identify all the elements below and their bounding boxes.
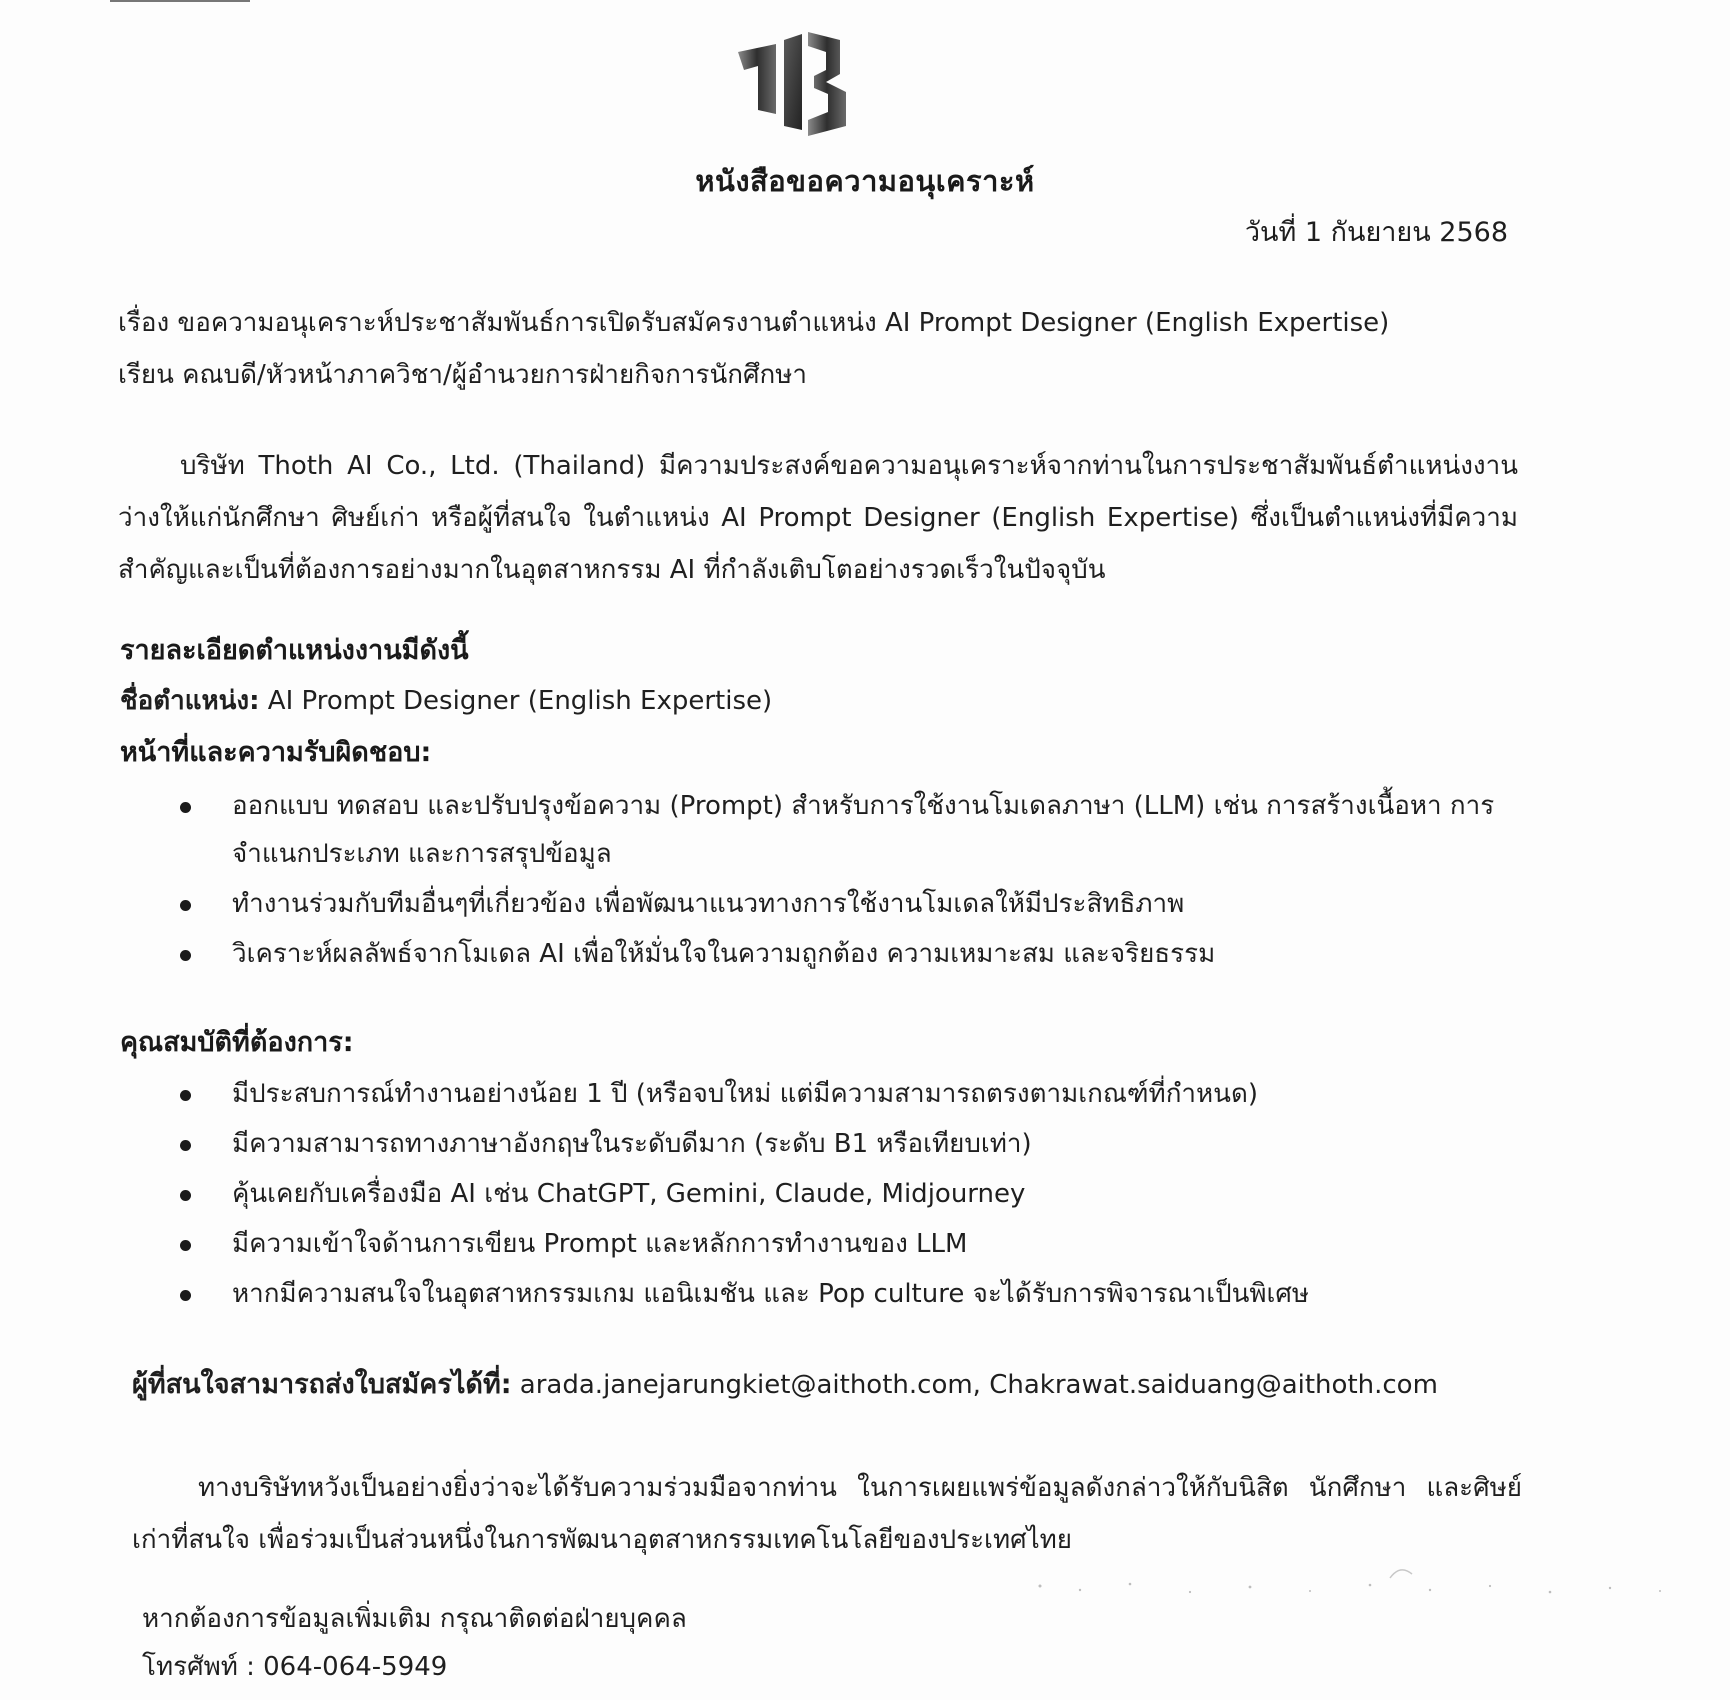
position-value: AI Prompt Designer (English Expertise) [259, 686, 773, 716]
bullet-icon [180, 1240, 191, 1251]
closing-paragraph: ทางบริษัทหวังเป็นอย่างยิ่งว่าจะได้รับความร่วมมือจากท่าน ในการเผยแพร่ข้อมูลดังกล่าวให้กับนิสิต นักศึกษา และศิษย์เก่าที่สนใจ เพื่อร่วมเป็นส่วนหนึ่งในการพัฒนาอุตสาหกรรมเทคโนโลยีของประเทศไทย [132, 1473, 1522, 1555]
apply-contact [132, 1362, 1438, 1405]
letter-title: หนังสือขอความอนุเคราะห์ [695, 164, 1035, 198]
more-info-text: หากต้องการข้อมูลเพิ่มเติม กรุณาติดต่อฝ่ายบุคคล [142, 1604, 687, 1634]
list-item [180, 1220, 1480, 1268]
duty-text: ทำงานร่วมกับทีมอื่นๆที่เกี่ยวข้อง เพื่อพัฒนาแนวทางการใช้งานโมเดลให้มีประสิทธิภาพ [232, 889, 1185, 919]
qualification-text: มีความเข้าใจด้านการเขียน Prompt และหลักการทำงานของ LLM [232, 1229, 968, 1259]
qualifications-list [180, 1070, 1480, 1320]
company-logo-icon [736, 30, 860, 138]
list-item [180, 1120, 1480, 1168]
position-label: ชื่อตำแหน่ง: [120, 686, 260, 716]
duties-list [180, 782, 1540, 980]
list-item [180, 880, 1540, 928]
duties-heading: หน้าที่และความรับผิดชอบ: [120, 737, 432, 768]
bullet-icon [180, 1190, 191, 1201]
qualification-text: หากมีความสนใจในอุตสาหกรรมเกม แอนิเมชัน และ Pop culture จะได้รับการพิจารณาเป็นพิเศษ [232, 1279, 1310, 1309]
letter-recipient: เรียน คณบดี/หัวหน้าภาควิชา/ผู้อำนวยการฝ่ายกิจการนักศึกษา [118, 360, 807, 390]
apply-emails: arada.janejarungkiet@aithoth.com, Chakrawat.saiduang@aithoth.com [511, 1370, 1438, 1400]
bullet-icon [180, 900, 191, 911]
bullet-icon [180, 802, 191, 813]
bullet-icon [180, 1090, 191, 1101]
bullet-icon [180, 950, 191, 961]
duty-text: ออกแบบ ทดสอบ และปรับปรุงข้อความ (Prompt) สำหรับการใช้งานโมเดลภาษา (LLM) เช่น การสร้างเนื้อหา การจำแนกประเภท และการสรุปข้อมูล [232, 791, 1495, 869]
letter-date: วันที่ 1 กันยายน 2568 [1244, 217, 1508, 248]
letter-subject: เรื่อง ขอความอนุเคราะห์ประชาสัมพันธ์การเปิดรับสมัครงานตำแหน่ง AI Prompt Designer (English Expertise) [118, 308, 1390, 338]
duty-text: วิเคราะห์ผลลัพธ์จากโมเดล AI เพื่อให้มั่นใจในความถูกต้อง ความเหมาะสม และจริยธรรม [232, 939, 1216, 969]
bullet-icon [180, 1290, 191, 1301]
position-field [120, 680, 772, 721]
bullet-icon [180, 1140, 191, 1151]
top-divider [110, 0, 250, 2]
qualification-text: มีความสามารถทางภาษาอังกฤษในระดับดีมาก (ระดับ B1 หรือเทียบเท่า) [232, 1129, 1032, 1159]
list-item [180, 782, 1540, 878]
list-item [180, 1170, 1480, 1218]
apply-label: ผู้ที่สนใจสามารถส่งใบสมัครได้ที่: [132, 1369, 512, 1400]
list-item [180, 1270, 1480, 1318]
qualifications-heading: คุณสมบัติที่ต้องการ: [120, 1027, 354, 1058]
intro-paragraph: บริษัท Thoth AI Co., Ltd. (Thailand) มีความประสงค์ขอความอนุเคราะห์จากท่านในการประชาสัมพันธ์ตำแหน่งงานว่างให้แก่นักศึกษา ศิษย์เก่า หรือผู้ที่สนใจ ในตำแหน่ง AI Prompt Designer (English Expertise) ซึ่งเป็นตำแหน่งที่มีความสำคัญและเป็นที่ต้องการอย่างมากในอุตสาหกรรม AI ที่กำลังเติบโตอย่างรวดเร็วในปัจจุบัน [118, 451, 1518, 585]
phone-number: โทรศัพท์ : 064-064-5949 [142, 1652, 448, 1682]
qualification-text: คุ้นเคยกับเครื่องมือ AI เช่น ChatGPT, Gemini, Claude, Midjourney [232, 1179, 1026, 1209]
list-item [180, 930, 1540, 978]
scan-noise [1010, 1556, 1690, 1606]
qualification-text: มีประสบการณ์ทำงานอย่างน้อย 1 ปี (หรือจบใหม่ แต่มีความสามารถตรงตามเกณฑ์ที่กำหนด) [232, 1079, 1258, 1109]
job-details-heading: รายละเอียดตำแหน่งงานมีดังนี้ [120, 635, 469, 666]
list-item [180, 1070, 1480, 1118]
